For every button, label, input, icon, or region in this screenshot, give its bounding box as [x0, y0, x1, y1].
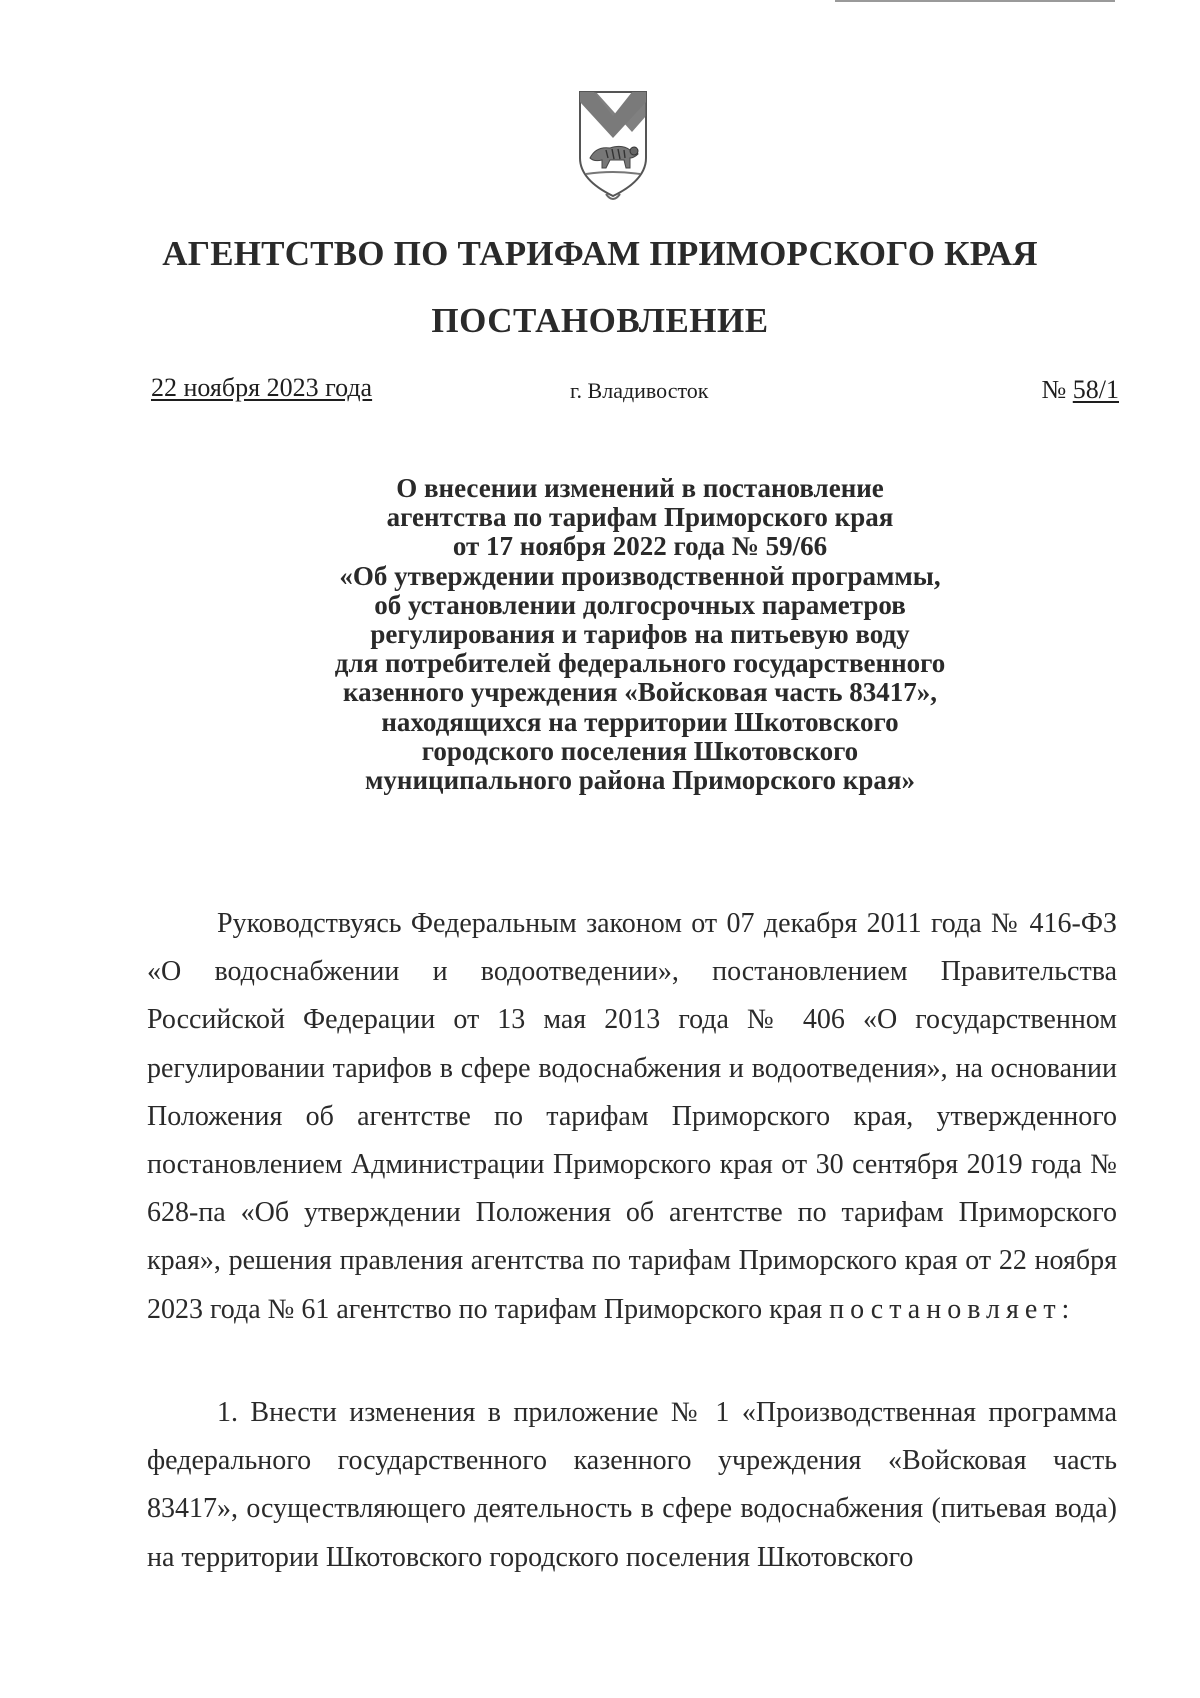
subject-line: регулирования и тарифов на питьевую воду — [370, 619, 910, 650]
document-city: г. Владивосток — [570, 378, 709, 403]
number-value: 58/1 — [1072, 375, 1119, 404]
document-date: 22 ноября 2023 года — [151, 373, 373, 402]
primorsky-krai-coat-of-arms-icon — [576, 88, 650, 206]
subject-line: городского поселения Шкотовского — [421, 735, 859, 766]
subject-line: казенного учреждения «Войсковая часть 83417», — [342, 677, 938, 708]
subject-line: находящихся на территории Шкотовского — [381, 706, 899, 737]
subject-line: «Об утверждении производственной программы, — [339, 560, 941, 591]
preamble-text: Руководствуясь Федеральным законом от 07 декабря 2011 года № 416-ФЗ «О водоснабжении и водоотведении», постановлением Правительства Российской Федерации от 13 мая 2013 года № 406 «О государственном регулировании тарифов в сфере водоснабжения и водоотведения», на основании Положения об агентстве по тарифам Приморского края, утвержденного постановлением Администрации Приморского края от 30 сентября 2019 года № 628-па «Об утверждении Положения об агентстве по тарифам Приморского края», решения правления агентства по тарифам Приморского края от 22 ноября 2023 года № 61 агентство по тарифам Приморского края — [147, 908, 1117, 1325]
subject-line: об установлении долгосрочных параметров — [374, 589, 906, 620]
document-number — [1041, 375, 1119, 405]
clause-1-paragraph — [147, 1389, 1117, 1582]
document-type-heading: ПОСТАНОВЛЕНИЕ — [431, 301, 769, 340]
agency-title: АГЕНТСТВО ПО ТАРИФАМ ПРИМОРСКОГО КРАЯ — [162, 234, 1038, 273]
subject-line: муниципального района Приморского края» — [365, 765, 915, 796]
clause-1-text: 1. Внести изменения в приложение № 1 «Производственная программа федерального государственного казенного учреждения «Войсковая часть 83417», осуществляющего деятельность в сфере водоснабжения (питьевая вода) на территории Шкотовского городского поселения Шкотовского — [147, 1397, 1117, 1573]
subject-line: агентства по тарифам Приморского края — [386, 502, 894, 533]
scan-edge-line — [835, 0, 1115, 2]
number-prefix: № — [1041, 375, 1067, 404]
subject-line: О внесении изменений в постановление — [396, 473, 884, 503]
subject-line: от 17 ноября 2022 года № 59/66 — [452, 531, 828, 562]
resolves-word: постановляет: — [829, 1293, 1076, 1325]
subject-line: для потребителей федерального государственного — [334, 648, 946, 679]
preamble-paragraph — [147, 900, 1117, 1334]
document-subject — [200, 474, 1080, 795]
